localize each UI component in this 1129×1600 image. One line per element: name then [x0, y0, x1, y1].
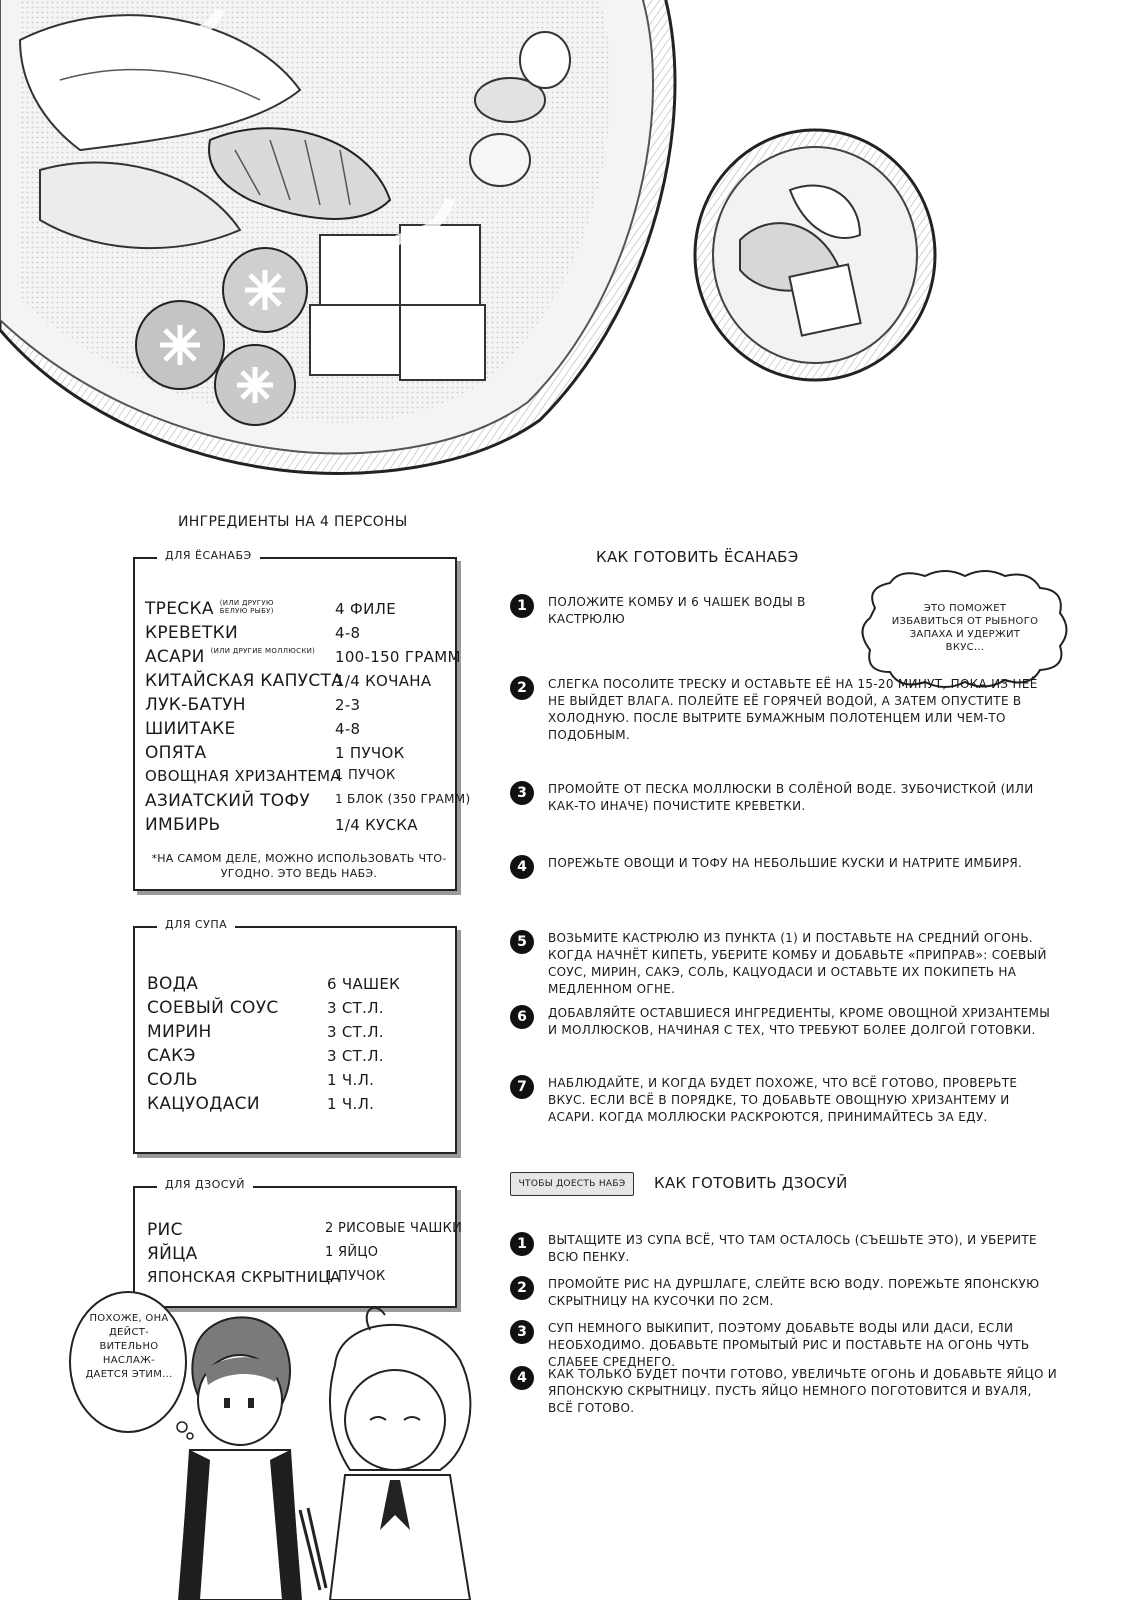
ingredient-name: КАЦУОДАСИ [147, 1094, 260, 1114]
step-text: ПОЛОЖИТЕ КОМБУ И 6 ЧАШЕК ВОДЫ В КАСТРЮЛЮ [548, 595, 806, 626]
soup-ingredients-box [133, 918, 457, 1154]
zosui-box-label: ДЛЯ ДЗОСУЙ [157, 1178, 253, 1191]
step-number: 4 [510, 1366, 534, 1390]
ingredient-qty: 1 ПУЧОК [325, 1269, 386, 1284]
ingredient-name: КРЕВЕТКИ [145, 623, 239, 643]
ingredient-qty: 1/4 КОЧАНА [335, 672, 432, 690]
ingredient-name: ТРЕСКА (ИЛИ ДРУГУЮ БЕЛУЮ РЫБУ) [145, 599, 290, 619]
yosenabe-box-label: ДЛЯ ЁСАНАБЭ [157, 549, 260, 562]
step-number: 3 [510, 781, 534, 805]
soup-box-label: ДЛЯ СУПА [157, 918, 235, 931]
ingredient-name: АСАРИ (ИЛИ ДРУГИЕ МОЛЛЮСКИ) [145, 647, 331, 667]
ingredient-name: ШИИТАКЕ [145, 719, 236, 739]
chibi-characters-illustration [0, 1290, 500, 1600]
ingredient-name: САКЭ [147, 1046, 196, 1066]
pot-image [0, 0, 675, 473]
step-text: СЛЕГКА ПОСОЛИТЕ ТРЕСКУ И ОСТАВЬТЕ ЕЁ НА 15-20 МИНУТ, ПОКА ИЗ НЕЁ НЕ ВЫЙДЕТ ВЛАГА. ПОЛЕЙТЕ ЕЁ ГОРЯЧЕЙ ВОДОЙ, А ЗАТЕМ ОПУСТИТЕ В ХОЛОДНУЮ. ПОСЛЕ ВЫТРИТЕ БУМАЖНЫМ ПОЛОТЕНЦЕМ ИЛИ ЧЕМ-ТО ПОДОБНЫМ. [548, 677, 1038, 742]
zosui-method-title: КАК ГОТОВИТЬ ДЗОСУЙ [654, 1174, 848, 1192]
step-text: ПРОМОЙТЕ РИС НА ДУРШЛАГЕ, СЛЕЙТЕ ВСЮ ВОДУ. ПОРЕЖЬТЕ ЯПОНСКУЮ СКРЫТНИЦУ НА КУСОЧКИ ПО 2СМ. [548, 1277, 1040, 1308]
girl-character [330, 1308, 470, 1600]
ingredient-qty: 1 ЯЙЦО [325, 1245, 379, 1260]
step-number: 2 [510, 1276, 534, 1300]
ingredient-qty: 2-3 [335, 696, 361, 714]
ingredient-qty: 6 ЧАШЕК [327, 975, 401, 993]
step-text: НАБЛЮДАЙТЕ, И КОГДА БУДЕТ ПОХОЖЕ, ЧТО ВСЁ ГОТОВО, ПРОВЕРЬТЕ ВКУС. ЕСЛИ ВСЁ В ПОРЯДКЕ, ТО ДОБАВЬТЕ ОВОЩНУЮ ХРИЗАНТЕМУ И АСАРИ. КОГДА МОЛЛЮСКИ РАСКРОЮТСЯ, ПРИНИМАЙТЕСЬ ЗА ЕДУ. [548, 1076, 1018, 1124]
small-bowl-image [695, 130, 935, 380]
ingredient-note: (ИЛИ ДРУГИЕ МОЛЛЮСКИ) [210, 647, 316, 655]
ingredient-qty: 4-8 [335, 624, 361, 642]
ingredient-note: (ИЛИ ДРУГУЮ БЕЛУЮ РЫБУ) [219, 599, 274, 615]
ingredient-qty: 3 СТ.Л. [327, 999, 384, 1017]
ingredient-name: ОВОЩНАЯ ХРИЗАНТЕМА [145, 767, 341, 785]
step-number: 5 [510, 930, 534, 954]
ingredient-qty: 100-150 ГРАММ [335, 648, 461, 666]
ingredient-qty: 1 Ч.Л. [327, 1071, 375, 1089]
ingredients-title: ИНГРЕДИЕНТЫ НА 4 ПЕРСОНЫ [178, 514, 408, 530]
ingredient-qty: 2 РИСОВЫЕ ЧАШКИ [325, 1221, 463, 1236]
step-number: 2 [510, 676, 534, 700]
ingredients-footnote: *НА САМОМ ДЕЛЕ, МОЖНО ИСПОЛЬЗОВАТЬ ЧТО-УГОДНО. ЭТО ВЕДЬ НАБЭ. [151, 852, 447, 880]
ingredient-qty: 1 БЛОК (350 ГРАММ) [335, 792, 471, 806]
ingredient-qty: 3 СТ.Л. [327, 1023, 384, 1041]
step-text: ДОБАВЛЯЙТЕ ОСТАВШИЕСЯ ИНГРЕДИЕНТЫ, КРОМЕ ОВОЩНОЙ ХРИЗАНТЕМЫ И МОЛЛЮСКОВ, НАЧИНАЯ С ТЕХ, ЧТО ТРЕБУЮТ БОЛЕЕ ДОЛГОЙ ГОТОВКИ. [548, 1006, 1051, 1037]
step-text: ПРОМОЙТЕ ОТ ПЕСКА МОЛЛЮСКИ В СОЛЁНОЙ ВОДЕ. ЗУБОЧИСТКОЙ (ИЛИ КАК-ТО ИНАЧЕ) ПОЧИСТИТЕ КРЕВЕТКИ. [548, 782, 1034, 813]
step-number: 1 [510, 594, 534, 618]
ingredient-name: АЗИАТСКИЙ ТОФУ [145, 791, 310, 811]
yosenabe-ingredients-box [133, 549, 471, 891]
ingredient-name: СОЕВЫЙ СОУС [147, 998, 279, 1018]
nabe-pot-illustration [0, 0, 1129, 480]
ingredient-name: РИС [147, 1220, 183, 1240]
step-number: 7 [510, 1075, 534, 1099]
step-text: ВЫТАЩИТЕ ИЗ СУПА ВСЁ, ЧТО ТАМ ОСТАЛОСЬ (СЪЕШЬТЕ ЭТО), И УБЕРИТЕ ВСЮ ПЕНКУ. [548, 1233, 1037, 1264]
step-number: 1 [510, 1232, 534, 1256]
step-text: КАК ТОЛЬКО БУДЕТ ПОЧТИ ГОТОВО, УВЕЛИЧЬТЕ ОГОНЬ И ДОБАВЬТЕ ЯЙЦО И ЯПОНСКУЮ СКРЫТНИЦУ. ПУСТЬ ЯЙЦО НЕМНОГО ПОГОТОВИТСЯ И ВУАЛЯ, ВСЁ ГОТОВО. [548, 1367, 1058, 1415]
ingredient-name: КИТАЙСКАЯ КАПУСТА [145, 671, 344, 691]
ingredient-name: МИРИН [147, 1022, 212, 1042]
ingredient-qty: 1 ПУЧОК [335, 768, 396, 783]
ingredient-name: ОПЯТА [145, 743, 207, 763]
ingredient-qty: 4 ФИЛЕ [335, 600, 397, 618]
character-speech-text: ПОХОЖЕ, ОНА ДЕЙСТ-ВИТЕЛЬНО НАСЛАЖ-ДАЕТСЯ ЭТИМ... [85, 1313, 173, 1380]
zosui-tag: ЧТОБЫ ДОЕСТЬ НАБЭ [510, 1172, 634, 1196]
ingredient-qty: 1/4 КУСКА [335, 816, 418, 834]
ingredient-name: ЯПОНСКАЯ СКРЫТНИЦА [147, 1268, 341, 1286]
yosenabe-method-title: КАК ГОТОВИТЬ ЁСАНАБЭ [596, 548, 799, 566]
step-text: ПОРЕЖЬТЕ ОВОЩИ И ТОФУ НА НЕБОЛЬШИЕ КУСКИ И НАТРИТЕ ИМБИРЯ. [548, 856, 1023, 870]
step-number: 4 [510, 855, 534, 879]
ingredient-name: ИМБИРЬ [145, 815, 221, 835]
ingredient-qty: 3 СТ.Л. [327, 1047, 384, 1065]
ingredient-qty: 4-8 [335, 720, 361, 738]
ingredient-name: СОЛЬ [147, 1070, 198, 1090]
ingredient-qty: 1 ПУЧОК [335, 744, 405, 762]
ingredient-qty: 1 Ч.Л. [327, 1095, 375, 1113]
thought-bubble-text: ЭТО ПОМОЖЕТ ИЗБАВИТЬСЯ ОТ РЫБНОГО ЗАПАХА И УДЕРЖИТ ВКУС... [891, 603, 1039, 653]
ingredient-name: ВОДА [147, 974, 199, 994]
boy-character [178, 1317, 326, 1600]
step-text: ВОЗЬМИТЕ КАСТРЮЛЮ ИЗ ПУНКТА (1) И ПОСТАВЬТЕ НА СРЕДНИЙ ОГОНЬ. КОГДА НАЧНЁТ КИПЕТЬ, УБЕРИТЕ КОМБУ И ДОБАВЬТЕ «ПРИПРАВ»: СОЕВЫЙ СОУС, МИРИН, САКЭ, СОЛЬ, КАЦУОДАСИ И ОСТАВЬТЕ ИХ ПОКИПЕТЬ НА МЕДЛЕННОМ ОГНЕ. [548, 931, 1047, 996]
ingredient-name: ЯЙЦА [147, 1244, 198, 1264]
ingredient-name: ЛУК-БАТУН [145, 695, 246, 715]
step-text: СУП НЕМНОГО ВЫКИПИТ, ПОЭТОМУ ДОБАВЬТЕ ВОДЫ ИЛИ ДАСИ, ЕСЛИ НЕОБХОДИМО. ДОБАВЬТЕ ПРОМЫТЫЙ РИС И ПОСТАВЬТЕ НА ОГОНЬ ЧУТЬ СЛАБЕЕ СРЕДНЕГО. [548, 1321, 1030, 1369]
step-number: 6 [510, 1005, 534, 1029]
step-number: 3 [510, 1320, 534, 1344]
